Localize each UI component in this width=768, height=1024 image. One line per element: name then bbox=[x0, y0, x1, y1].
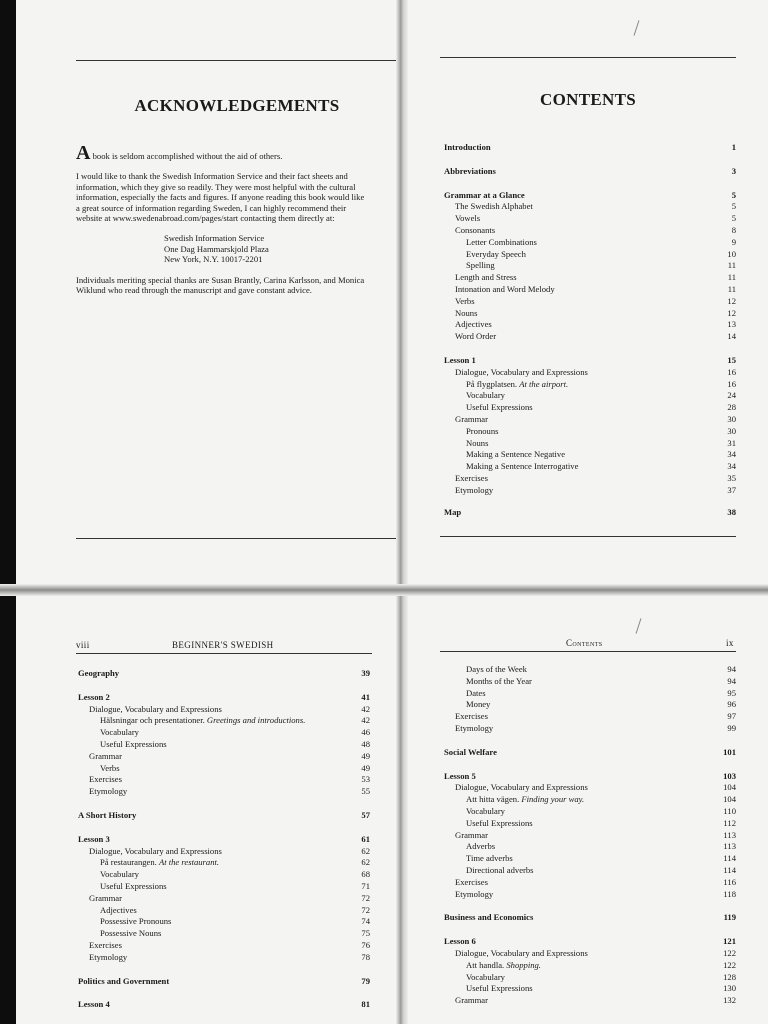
toc-entry-label: Grammar bbox=[89, 892, 122, 903]
toc-page-number: 114 bbox=[723, 853, 736, 864]
toc-entry bbox=[78, 893, 370, 905]
acknowledgements-page bbox=[16, 0, 398, 586]
toc-page-number: 34 bbox=[727, 461, 736, 472]
toc-entry bbox=[444, 426, 736, 438]
toc-entry-label: Vocabulary bbox=[100, 727, 139, 738]
toc-page-number: 132 bbox=[723, 995, 736, 1006]
toc-spacer bbox=[444, 178, 736, 190]
toc-entry-label: Adverbs bbox=[466, 841, 496, 852]
toc-page-number: 30 bbox=[727, 425, 736, 436]
toc-entry bbox=[444, 723, 736, 735]
toc-page-number: 15 bbox=[727, 354, 736, 365]
book-spine-shadow bbox=[0, 0, 16, 1024]
toc-page-number: 9 bbox=[731, 236, 736, 247]
toc-spacer bbox=[78, 964, 370, 976]
toc-entry bbox=[78, 751, 370, 763]
toc-entry bbox=[78, 952, 370, 964]
toc-entry-label: Etymology bbox=[455, 722, 494, 733]
toc-entry-label: Spelling bbox=[466, 260, 495, 271]
toc-page-number: 110 bbox=[723, 805, 736, 816]
paragraph: Individuals meriting special thanks are Susan Brantly, Carina Karlsson, and Monica Wiklund who read through the manuscript and gave constant advice. bbox=[76, 274, 365, 296]
toc-entry-label: Days of the Week bbox=[466, 664, 527, 674]
toc-page-number: 37 bbox=[727, 484, 736, 495]
toc-page-number: 68 bbox=[361, 869, 370, 880]
toc-entry bbox=[444, 664, 736, 676]
toc-entry bbox=[78, 928, 370, 940]
book-gutter bbox=[396, 0, 408, 1024]
toc-entry-label: Politics and Government bbox=[78, 975, 170, 986]
toc-section-entry bbox=[444, 166, 736, 178]
toc-entry bbox=[78, 739, 370, 751]
toc-page-number: 113 bbox=[723, 841, 736, 852]
toc-entry-label: Useful Expressions bbox=[100, 880, 167, 891]
pencil-mark bbox=[634, 20, 640, 36]
toc-entry-label: Dialogue, Vocabulary and Expressions bbox=[89, 703, 222, 714]
toc-page-number: 46 bbox=[361, 727, 370, 738]
toc-page-number: 34 bbox=[727, 449, 736, 460]
page-title: ACKNOWLEDGEMENTS bbox=[134, 96, 340, 115]
toc-page-number: 35 bbox=[727, 472, 736, 483]
toc-entry-label: Possessive Nouns bbox=[100, 928, 162, 939]
contents-page bbox=[404, 0, 768, 586]
running-head: Contents bbox=[566, 638, 603, 648]
toc-entry-label: Etymology bbox=[455, 484, 494, 495]
running-head: BEGINNER'S SWEDISH bbox=[172, 640, 274, 650]
toc-entry-translation: At the airport. bbox=[519, 378, 569, 389]
toc-entry-label: Etymology bbox=[455, 888, 494, 899]
toc-spacer bbox=[78, 987, 370, 999]
toc-entry bbox=[444, 806, 736, 818]
toc-page-number: 121 bbox=[723, 936, 736, 947]
toc-spacer bbox=[444, 343, 736, 355]
toc-entry bbox=[78, 774, 370, 786]
toc-entry bbox=[78, 727, 370, 739]
toc-entry bbox=[78, 940, 370, 952]
toc-entry-label: Dialogue, Vocabulary and Expressions bbox=[455, 947, 588, 958]
toc-entry-label: Making a Sentence Negative bbox=[466, 449, 566, 460]
toc-page-number: 122 bbox=[723, 959, 736, 970]
toc-entry-label: Exercises bbox=[455, 472, 488, 483]
toc-page-number: 55 bbox=[361, 786, 370, 797]
toc-entry-label: Pronouns bbox=[466, 425, 499, 436]
toc-page-number: 78 bbox=[361, 951, 370, 962]
toc-entry-label: Grammar bbox=[455, 995, 488, 1006]
toc-entry bbox=[78, 881, 370, 893]
toc-page-number: 11 bbox=[727, 272, 736, 283]
toc-page-number: 75 bbox=[361, 928, 370, 939]
toc-entry bbox=[444, 308, 736, 320]
toc-entry bbox=[444, 676, 736, 688]
toc-spacer bbox=[78, 798, 370, 810]
toc-entry-label: Grammar at a Glance bbox=[444, 189, 525, 200]
drop-cap: A bbox=[76, 142, 91, 164]
toc-entry-label: Att hitta vägen. Finding your way. bbox=[466, 794, 585, 805]
toc-entry-label: Letter Combinations bbox=[466, 236, 537, 247]
top-rule bbox=[76, 60, 398, 61]
toc-section-entry bbox=[78, 810, 370, 822]
toc-section-entry bbox=[78, 668, 370, 680]
toc-entry-label: Lesson 5 bbox=[444, 770, 476, 781]
toc-entry-translation: Greetings and introductions. bbox=[206, 715, 306, 726]
toc-entry-label: Abbreviations bbox=[444, 165, 496, 176]
toc-page-number: 104 bbox=[723, 794, 736, 805]
toc-entry-label: Verbs bbox=[455, 295, 475, 306]
toc-entry bbox=[444, 877, 736, 889]
toc-page-number: 12 bbox=[727, 307, 736, 318]
toc-spacer bbox=[444, 154, 736, 166]
toc-entry-label: Lesson 4 bbox=[78, 999, 110, 1010]
toc-entry bbox=[444, 319, 736, 331]
address-block: Swedish Information Service One Dag Hammarskjold Plaza New York, N.Y. 10017-2201 bbox=[164, 233, 269, 265]
toc-entry bbox=[444, 688, 736, 700]
toc-entry-label: Exercises bbox=[455, 711, 488, 722]
toc-page-number: 122 bbox=[723, 947, 736, 958]
toc-entry-label: The Swedish Alphabet bbox=[455, 201, 533, 212]
toc-page-number: 49 bbox=[361, 750, 370, 761]
toc-spacer bbox=[78, 822, 370, 834]
toc-section-entry bbox=[444, 190, 736, 202]
toc-entry bbox=[78, 916, 370, 928]
toc-entry-label: Dialogue, Vocabulary and Expressions bbox=[455, 782, 588, 793]
toc-section-entry bbox=[444, 912, 736, 924]
toc-entry-label: Money bbox=[466, 699, 491, 710]
toc-entry-label: Introduction bbox=[444, 142, 491, 152]
toc-spacer bbox=[444, 924, 736, 936]
toc-entry-label: Social Welfare bbox=[444, 746, 497, 757]
header-rule bbox=[440, 651, 736, 652]
toc-page-number: 1 bbox=[731, 142, 736, 152]
paragraph: I would like to thank the Swedish Information Service and their fact sheets and information, which they give so readily. They were most helpful with the cultural information, especially the facts and figures. If anyone reading this book would like a great source of information regarding Sweden, I can highly recommend their website at www.swedenabroad.com/pages/start contacting them directly at: bbox=[76, 171, 365, 224]
toc-section-entry bbox=[444, 507, 736, 519]
toc-entry bbox=[444, 438, 736, 450]
toc-entry bbox=[444, 272, 736, 284]
toc-entry bbox=[444, 201, 736, 213]
toc-page-number: 118 bbox=[723, 888, 736, 899]
toc-entry bbox=[444, 782, 736, 794]
toc-entry-label: Adjectives bbox=[455, 319, 492, 330]
toc-entry-label: Vocabulary bbox=[466, 390, 505, 401]
toc-page-number: 81 bbox=[361, 999, 370, 1010]
toc-entry bbox=[444, 331, 736, 343]
toc-section-entry bbox=[78, 834, 370, 846]
toc-entry-label: Dates bbox=[466, 687, 486, 698]
toc-section-entry bbox=[444, 936, 736, 948]
toc-spacer bbox=[444, 900, 736, 912]
toc-entry-label: A Short History bbox=[78, 809, 137, 820]
toc-entry bbox=[444, 414, 736, 426]
contents-page-ix bbox=[404, 594, 768, 1024]
toc-page-number: 57 bbox=[361, 809, 370, 820]
toc-entry bbox=[444, 461, 736, 473]
toc-page-number: 62 bbox=[361, 845, 370, 856]
toc-entry-label: På flygplatsen. At the airport. bbox=[466, 378, 569, 389]
toc-page-number: 128 bbox=[723, 971, 736, 982]
toc-entry-label: Etymology bbox=[89, 786, 128, 797]
bottom-rule bbox=[76, 538, 398, 539]
toc-entry-label: Months of the Year bbox=[466, 675, 532, 686]
toc-entry bbox=[444, 225, 736, 237]
toc-page-number: 74 bbox=[361, 916, 370, 927]
toc-entry-label: Etymology bbox=[89, 951, 128, 962]
toc-page-number: 16 bbox=[727, 378, 736, 389]
toc-entry-label: Adjectives bbox=[100, 904, 137, 915]
toc-entry bbox=[78, 715, 370, 727]
toc-entry-label: Lesson 1 bbox=[444, 354, 476, 365]
toc-page-number: 112 bbox=[723, 817, 736, 828]
toc-entry-label: Useful Expressions bbox=[466, 402, 533, 413]
toc-entry-label: Geography bbox=[78, 668, 120, 678]
toc-entry bbox=[444, 249, 736, 261]
folio: ix bbox=[726, 638, 734, 648]
toc-page-number: 103 bbox=[723, 770, 736, 781]
toc-page-number: 10 bbox=[727, 248, 736, 259]
toc-page-number: 72 bbox=[361, 904, 370, 915]
toc-page-number: 114 bbox=[723, 864, 736, 875]
toc-entry bbox=[444, 948, 736, 960]
toc-entry-translation: Finding your way. bbox=[521, 794, 585, 805]
folio: viii bbox=[76, 640, 90, 650]
toc-section-entry bbox=[78, 999, 370, 1011]
toc-entry-label: Useful Expressions bbox=[100, 738, 167, 749]
toc-entry-label: Dialogue, Vocabulary and Expressions bbox=[89, 845, 222, 856]
toc-entry-translation: Shopping. bbox=[506, 959, 541, 970]
toc-entry-label: Useful Expressions bbox=[466, 817, 533, 828]
toc-page-number: 72 bbox=[361, 892, 370, 903]
page-title: CONTENTS bbox=[540, 90, 636, 109]
toc-page-number: 39 bbox=[361, 668, 370, 678]
toc-spacer bbox=[444, 735, 736, 747]
bottom-rule bbox=[440, 536, 736, 537]
toc-entry-label: Hälsningar och presentationer. Greetings and introductions. bbox=[100, 715, 306, 726]
toc-section-entry bbox=[78, 976, 370, 988]
toc-page-number: 30 bbox=[727, 413, 736, 424]
toc-entry-label: Grammar bbox=[455, 829, 488, 840]
toc-page-number: 130 bbox=[723, 983, 736, 994]
toc-entry bbox=[444, 983, 736, 995]
toc-entry bbox=[444, 237, 736, 249]
toc-page-number: 49 bbox=[361, 762, 370, 773]
pencil-mark bbox=[636, 618, 642, 634]
toc-page-number: 8 bbox=[731, 224, 736, 235]
toc-spacer bbox=[78, 680, 370, 692]
toc-section-entry bbox=[444, 747, 736, 759]
toc-entry-label: Nouns bbox=[466, 437, 489, 448]
toc-entry bbox=[444, 367, 736, 379]
toc-page-number: 97 bbox=[727, 711, 736, 722]
toc-entry-label: Lesson 3 bbox=[78, 833, 110, 844]
paragraph: A book is seldom accomplished without the aid of others. bbox=[76, 142, 283, 164]
toc-page-number: 71 bbox=[361, 880, 370, 891]
toc-entry bbox=[444, 794, 736, 806]
toc-page-number: 38 bbox=[727, 506, 736, 517]
toc-entry-label: På restaurangen. At the restaurant. bbox=[100, 857, 220, 868]
toc-entry-label: Nouns bbox=[455, 307, 478, 318]
toc-page-number: 48 bbox=[361, 738, 370, 749]
top-rule bbox=[440, 57, 736, 58]
toc-entry bbox=[444, 699, 736, 711]
toc-entry-label: Useful Expressions bbox=[466, 983, 533, 994]
toc-entry bbox=[444, 402, 736, 414]
toc-entry bbox=[444, 853, 736, 865]
toc-section-entry bbox=[444, 142, 736, 154]
toc-page-number: 62 bbox=[361, 857, 370, 868]
toc-entry bbox=[444, 841, 736, 853]
toc-entry bbox=[444, 995, 736, 1007]
toc-section-entry bbox=[78, 692, 370, 704]
toc-entry bbox=[78, 846, 370, 858]
toc-entry bbox=[444, 379, 736, 391]
toc-page-number: 76 bbox=[361, 939, 370, 950]
toc-entry-label: Business and Economics bbox=[444, 912, 534, 923]
toc-entry-label: Att handla. Shopping. bbox=[466, 959, 541, 970]
toc-page-number: 11 bbox=[727, 283, 736, 294]
toc-entry-label: Grammar bbox=[455, 413, 488, 424]
toc-entry-label: Exercises bbox=[89, 939, 122, 950]
toc-entry-label: Verbs bbox=[100, 762, 120, 773]
toc-entry bbox=[444, 711, 736, 723]
toc-entry-label: Vocabulary bbox=[466, 805, 505, 816]
toc-entry bbox=[444, 972, 736, 984]
toc-entry bbox=[444, 296, 736, 308]
toc-entry-label: Consonants bbox=[455, 224, 496, 235]
toc-entry bbox=[444, 818, 736, 830]
table-of-contents bbox=[444, 142, 736, 518]
toc-spacer bbox=[444, 759, 736, 771]
toc-page-number: 95 bbox=[727, 687, 736, 698]
toc-page-number: 101 bbox=[723, 746, 736, 757]
toc-entry bbox=[444, 390, 736, 402]
toc-section-entry bbox=[444, 771, 736, 783]
toc-page-number: 14 bbox=[727, 331, 736, 342]
toc-page-number: 113 bbox=[723, 829, 736, 840]
toc-entry-label: Lesson 6 bbox=[444, 936, 476, 947]
toc-page-number: 42 bbox=[361, 715, 370, 726]
toc-entry-label: Vowels bbox=[455, 213, 481, 224]
toc-entry-translation: At the restaurant. bbox=[158, 857, 220, 868]
contents-page-viii bbox=[16, 594, 398, 1024]
toc-entry bbox=[444, 485, 736, 497]
toc-section-entry bbox=[444, 355, 736, 367]
toc-entry-label: Length and Stress bbox=[455, 272, 517, 283]
toc-entry-label: Intonation and Word Melody bbox=[455, 283, 555, 294]
toc-entry-label: Dialogue, Vocabulary and Expressions bbox=[455, 366, 588, 377]
toc-entry bbox=[78, 763, 370, 775]
toc-entry-label: Word Order bbox=[455, 331, 497, 342]
toc-entry bbox=[444, 449, 736, 461]
toc-page-number: 12 bbox=[727, 295, 736, 306]
toc-entry-label: Exercises bbox=[89, 774, 122, 785]
toc-entry-label: Map bbox=[444, 506, 462, 517]
toc-entry bbox=[78, 869, 370, 881]
table-of-contents bbox=[78, 668, 370, 1011]
toc-entry-label: Making a Sentence Interrogative bbox=[466, 461, 579, 472]
toc-entry-label: Lesson 2 bbox=[78, 691, 110, 702]
toc-page-number: 5 bbox=[731, 213, 736, 224]
toc-entry bbox=[444, 213, 736, 225]
toc-entry bbox=[444, 260, 736, 272]
toc-page-number: 116 bbox=[723, 876, 736, 887]
toc-entry bbox=[444, 960, 736, 972]
toc-entry-label: Possessive Pronouns bbox=[100, 916, 172, 927]
toc-entry bbox=[444, 284, 736, 296]
toc-page-number: 99 bbox=[727, 722, 736, 733]
toc-page-number: 28 bbox=[727, 402, 736, 413]
toc-page-number: 5 bbox=[731, 201, 736, 212]
toc-entry bbox=[444, 830, 736, 842]
toc-entry-label: Exercises bbox=[455, 876, 488, 887]
toc-page-number: 24 bbox=[727, 390, 736, 401]
toc-page-number: 61 bbox=[361, 833, 370, 844]
toc-entry bbox=[444, 865, 736, 877]
toc-page-number: 94 bbox=[727, 675, 736, 686]
toc-entry bbox=[78, 905, 370, 917]
toc-entry bbox=[444, 889, 736, 901]
toc-entry-label: Time adverbs bbox=[466, 853, 513, 864]
toc-entry bbox=[78, 857, 370, 869]
toc-entry-label: Vocabulary bbox=[466, 971, 505, 982]
header-rule bbox=[76, 653, 372, 654]
toc-entry-label: Directional adverbs bbox=[466, 864, 534, 875]
toc-entry bbox=[444, 473, 736, 485]
acknowledgements-body bbox=[76, 142, 366, 305]
toc-entry bbox=[78, 786, 370, 798]
toc-spacer bbox=[444, 497, 736, 507]
toc-page-number: 94 bbox=[727, 664, 736, 674]
toc-page-number: 41 bbox=[361, 691, 370, 702]
toc-page-number: 42 bbox=[361, 703, 370, 714]
toc-page-number: 53 bbox=[361, 774, 370, 785]
toc-page-number: 5 bbox=[731, 189, 736, 200]
toc-page-number: 16 bbox=[727, 366, 736, 377]
table-of-contents bbox=[444, 664, 736, 1007]
toc-page-number: 104 bbox=[723, 782, 736, 793]
toc-entry-label: Vocabulary bbox=[100, 869, 139, 880]
toc-page-number: 79 bbox=[361, 975, 370, 986]
toc-entry bbox=[78, 704, 370, 716]
page-separator bbox=[0, 584, 768, 596]
toc-page-number: 11 bbox=[727, 260, 736, 271]
toc-entry-label: Everyday Speech bbox=[466, 248, 526, 259]
toc-page-number: 119 bbox=[723, 912, 736, 923]
toc-page-number: 31 bbox=[727, 437, 736, 448]
toc-entry-label: Grammar bbox=[89, 750, 122, 761]
toc-page-number: 96 bbox=[727, 699, 736, 710]
toc-page-number: 13 bbox=[727, 319, 736, 330]
toc-page-number: 3 bbox=[731, 165, 736, 176]
